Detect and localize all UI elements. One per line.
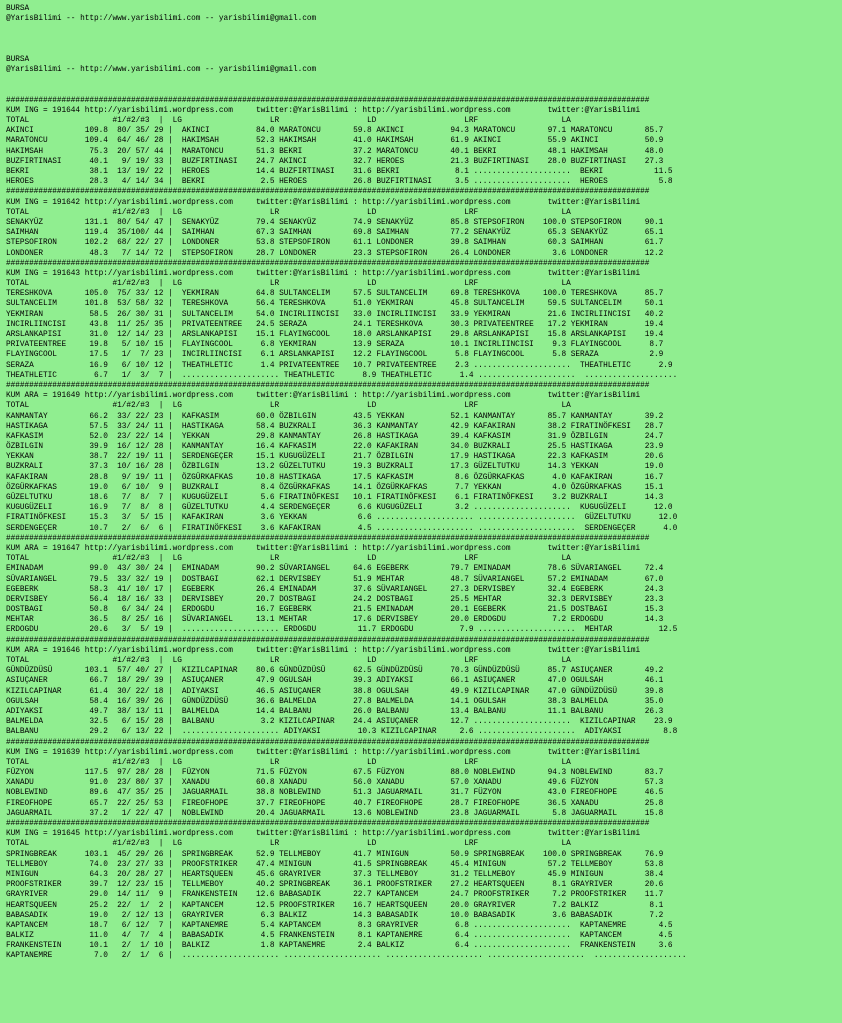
race-row: AKINCI 109.8 80/ 35/ 29 | AKINCI 84.0 MARATONCU 59.8 AKINCI 94.3 MARATONCU 97.1 MARATONCU 85.7 <box>6 127 664 136</box>
race-row: HEROES 28.3 4/ 14/ 34 | BEKRI 2.5 HEROES 26.8 BUZFIRTINASI 3.5 ..................... HEROES 5.8 <box>6 178 673 187</box>
column-header: TOTAL #1/#2/#3 | LG LR LD LRF LA <box>6 555 571 564</box>
race-row: FIREOFHOPE 65.7 22/ 25/ 53 | FIREOFHOPE 37.7 FIREOFHOPE 40.7 FIREOFHOPE 28.7 FIREOFHOPE 36.5 XANADU 25.8 <box>6 799 664 808</box>
blank-line <box>6 86 842 96</box>
blank-line <box>6 45 842 55</box>
race-row: SPRINGBREAK 103.1 45/ 29/ 26 | SPRINGBREAK 52.9 TELLMEBOY 41.7 MINIGUN 50.9 SPRINGBREAK 100.0 SPRINGBREAK 76.9 <box>6 850 664 859</box>
header-city: BURSA <box>6 5 30 13</box>
race-row: FLAYINGCOOL 17.5 1/ 7/ 23 | INCIRLIINCISI 6.1 ARSLANKAPISI 12.2 FLAYINGCOOL 5.8 FLAYINGCOOL 5.8 SERAZA 2.9 <box>6 351 664 360</box>
race-row: ÖZGÜRKAFKAS 19.0 6/ 10/ 9 | BUZKRALI 8.4 ÖZGÜRKAFKAS 14.1 ÖZGÜRKAFKAS 7.7 YEKKAN 4.0 ÖZGÜRKAFKAS 15.1 <box>6 483 664 492</box>
race-header: KUM ING = 191643 http://yarisbilimi.wordpress.com twitter:@YarisBilimi : http://yarisbilimi.wordpress.com twitter:@YarisBilimi <box>6 269 641 278</box>
separator-line: ########################################################################################################################################### <box>6 259 650 268</box>
race-row: EGEBERK 58.3 41/ 10/ 17 | EGEBERK 26.4 EMINADAM 37.6 SÜVARIANGEL 27.3 DERVISBEY 32.4 EGEBERK 24.3 <box>6 585 664 594</box>
race-row: SERDENGEÇER 10.7 2/ 6/ 6 | FIRATINÖFKESI 3.6 KAFAKIRAN 4.5 ..................... ..................... SERDENGEÇER 4.0 <box>6 524 678 533</box>
race-row: SERAZA 16.9 6/ 10/ 12 | THEATHLETIC 1.4 PRIVATEENTREE 10.7 PRIVATEENTREE 2.3 ..................... THEATHLETIC 2.9 <box>6 361 673 370</box>
race-row: MARATONCU 109.4 64/ 46/ 28 | HAKIMSAH 52.3 HAKIMSAH 41.0 HAKIMSAH 61.9 AKINCI 55.9 AKINCI 50.9 <box>6 137 664 146</box>
race-row: STEPSOFIRON 102.2 68/ 22/ 27 | LONDONER 53.8 STEPSOFIRON 61.1 LONDONER 39.8 SAIMHAN 60.3 SAIMHAN 61.7 <box>6 239 664 248</box>
race-header: KUM ING = 191644 http://yarisbilimi.wordpress.com twitter:@YarisBilimi : http://yarisbilimi.wordpress.com twitter:@YarisBilimi <box>6 106 641 115</box>
race-row: EMINADAM 99.0 43/ 30/ 24 | EMINADAM 90.2 SÜVARIANGEL 64.6 EGEBERK 79.7 EMINADAM 78.6 SÜVARIANGEL 72.4 <box>6 565 664 574</box>
race-row: BABASADIK 19.0 2/ 12/ 13 | GRAYRIVER 6.3 BALKIZ 14.3 BABASADIK 10.0 BABASADIK 3.6 BABASADIK 7.2 <box>6 911 664 920</box>
separator-line: ########################################################################################################################################### <box>6 534 650 543</box>
race-row: YEKMIRAN 58.5 26/ 30/ 31 | SULTANCELIM 54.0 INCIRLIINCISI 33.0 INCIRLIINCISI 33.9 YEKMIRAN 21.6 INCIRLIINCISI 40.2 <box>6 310 664 319</box>
race-row: THEATHLETIC 6.7 1/ 3/ 7 | ..................... THEATHLETIC 8.9 THEATHLETIC 1.4 ..................... .................... <box>6 371 678 380</box>
header-city-repeat: BURSA <box>6 55 30 64</box>
column-header: TOTAL #1/#2/#3 | LG LR LD LRF LA <box>6 402 571 411</box>
column-header: TOTAL #1/#2/#3 | LG LR LD LRF LA <box>6 840 571 849</box>
race-header: KUM ARA = 191646 http://yarisbilimi.wordpress.com twitter:@YarisBilimi : http://yarisbilimi.wordpress.com twitter:@YarisBilimi <box>6 646 641 655</box>
column-header: TOTAL #1/#2/#3 | LG LR LD LRF LA <box>6 758 571 767</box>
race-row: SENAKYÜZ 131.1 80/ 54/ 47 | SENAKYÜZ 79.4 SENAKYÜZ 74.9 SENAKYÜZ 85.8 STEPSOFIRON 100.0 STEPSOFIRON 90.1 <box>6 218 664 227</box>
race-row: KAPTANCEM 18.7 6/ 12/ 7 | KAPTANEMRE 5.4 KAPTANCEM 8.3 GRAYRIVER 6.8 ..................... KAPTANEMRE 4.5 <box>6 921 673 930</box>
race-row: BUZFIRTINASI 40.1 9/ 19/ 33 | BUZFIRTINASI 24.7 AKINCI 32.7 HEROES 21.3 BUZFIRTINASI 28.0 BUZFIRTINASI 27.3 <box>6 157 664 166</box>
race-header: KUM ING = 191645 http://yarisbilimi.wordpress.com twitter:@YarisBilimi : http://yarisbilimi.wordpress.com twitter:@YarisBilimi <box>6 830 641 839</box>
race-row: GÜNDÜZDÜSÜ 103.1 57/ 40/ 27 | KIZILCAPINAR 80.6 GÜNDÜZDÜSÜ 62.5 GÜNDÜZDÜSÜ 70.3 GÜNDÜZDÜSÜ 85.7 ASIUÇANER 49.2 <box>6 667 664 676</box>
race-row: ÖZBILGIN 39.9 16/ 12/ 28 | KANMANTAY 16.4 KAFKASIM 22.0 KAFAKIRAN 34.0 BUZKRALI 25.5 HASTIKAGA 23.9 <box>6 443 664 452</box>
race-row: ARSLANKAPISI 31.0 12/ 14/ 23 | ARSLANKAPISI 15.1 FLAYINGCOOL 18.0 ARSLANKAPISI 29.8 ARSLANKAPISI 15.8 ARSLANKAPISI 19.4 <box>6 331 664 339</box>
race-row: FRANKENSTEIN 10.1 2/ 1/ 10 | BALKIZ 1.8 KAPTANEMRE 2.4 BALKIZ 6.4 ..................... FRANKENSTEIN 3.6 <box>6 942 673 951</box>
blank-line <box>6 35 842 45</box>
column-header: TOTAL #1/#2/#3 | LG LR LD LRF LA <box>6 208 571 217</box>
column-header: TOTAL #1/#2/#3 | LG LR LD LRF LA <box>6 280 571 289</box>
race-row: DERVISBEY 56.4 18/ 16/ 33 | DERVISBEY 20.7 DOSTBAGI 24.2 DOSTBAGI 25.5 MEHTAR 32.3 DERVISBEY 23.3 <box>6 595 664 604</box>
race-header: KUM ING = 191639 http://yarisbilimi.wordpress.com twitter:@YarisBilimi : http://yarisbilimi.wordpress.com twitter:@YarisBilimi <box>6 748 641 757</box>
race-row: KAFAKIRAN 28.8 9/ 19/ 11 | ÖZGÜRKAFKAS 10.8 HASTIKAGA 17.5 KAFKASIM 8.6 ÖZGÜRKAFKAS 4.0 KAFAKIRAN 16.7 <box>6 473 664 482</box>
race-row: FIRATINÖFKESI 15.3 3/ 5/ 15 | KAFAKIRAN 3.6 YEKKAN 6.6 ..................... ..................... GÜZELTUTKU 12.0 <box>6 514 678 523</box>
separator-line: ########################################################################################################################################### <box>6 820 650 828</box>
header-contact-repeat: @YarisBilimi -- http://www.yarisbilimi.com -- yarisbilimi@gmail.com <box>6 66 317 75</box>
race-row: TERESHKOVA 105.0 75/ 33/ 12 | YEKMIRAN 64.8 SULTANCELIM 57.5 SULTANCELIM 69.8 TERESHKOVA 100.0 TERESHKOVA 85.7 <box>6 290 664 299</box>
race-row: KANMANTAY 66.2 33/ 22/ 23 | KAFKASIM 60.0 ÖZBILGIN 43.5 YEKKAN 52.1 KANMANTAY 85.7 KANMANTAY 39.2 <box>6 412 664 421</box>
separator-line: ########################################################################################################################################### <box>6 96 650 105</box>
race-row: FÜZYON 117.5 97/ 28/ 28 | FÜZYON 71.5 FÜZYON 67.5 FÜZYON 88.0 NOBLEWIND 94.3 NOBLEWIND 83.7 <box>6 769 664 778</box>
race-row: KAPTANEMRE 7.0 2/ 1/ 6 | ..................... ..................... ..................... ..................... .................... <box>6 952 687 961</box>
race-row: NOBLEWIND 89.6 47/ 35/ 25 | JAGUARMAIL 38.8 NOBLEWIND 51.3 JAGUARMAIL 31.7 FÜZYON 43.0 FIREOFHOPE 46.5 <box>6 789 664 798</box>
header-contact: @YarisBilimi -- http://www.yarisbilimi.com -- yarisbilimi@gmail.com <box>6 15 317 24</box>
race-row: BALKIZ 11.0 4/ 7/ 4 | BABASADIK 4.5 FRANKENSTEIN 8.1 KAPTANEMRE 6.4 ..................... KAPTANCEM 4.5 <box>6 932 673 941</box>
blank-line <box>6 75 842 85</box>
race-row: ASIUÇANER 66.7 18/ 29/ 39 | ASIUÇANER 47.9 OGULSAH 39.3 ADIYAKSI 66.1 ASIUÇANER 47.0 OGULSAH 46.1 <box>6 677 664 686</box>
race-row: HEARTSQUEEN 25.2 22/ 1/ 2 | KAPTANCEM 12.5 PROOFSTRIKER 16.7 HEARTSQUEEN 20.0 GRAYRIVER 7.2 BALKIZ 8.1 <box>6 901 664 910</box>
race-row: HAKIMSAH 75.3 20/ 57/ 44 | MARATONCU 51.3 BEKRI 37.2 MARATONCU 40.1 BEKRI 48.1 HAKIMSAH 48.0 <box>6 147 664 156</box>
race-row: SAIMHAN 119.4 35/100/ 44 | SAIMHAN 67.3 SAIMHAN 69.8 SAIMHAN 77.2 SENAKYÜZ 65.3 SENAKYÜZ 65.1 <box>6 229 664 238</box>
race-row: PROOFSTRIKER 39.7 12/ 23/ 15 | TELLMEBOY 40.2 SPRINGBREAK 36.1 PROOFSTRIKER 27.2 HEARTSQUEEN 8.1 GRAYRIVER 20.6 <box>6 881 664 890</box>
race-row: ADIYAKSI 49.7 38/ 13/ 11 | BALMELDA 14.4 BALBANU 26.0 BALBANU 13.4 BALBANU 11.1 BALBANU 26.3 <box>6 707 664 716</box>
race-row: XANADU 91.0 23/ 80/ 37 | XANADU 60.8 XANADU 56.0 XANADU 57.0 XANADU 49.6 FÜZYON 57.3 <box>6 779 664 788</box>
race-row: HASTIKAGA 57.5 33/ 24/ 11 | HASTIKAGA 58.4 BUZKRALI 36.3 KANMANTAY 42.9 KAFAKIRAN 38.2 FIRATINÖFKESI 28.7 <box>6 422 664 431</box>
race-row: KUGUGÜZELI 16.9 7/ 8/ 8 | GÜZELTUTKU 4.4 SERDENGEÇER 6.6 KUGUGÜZELI 3.2 ..................... KUGUGÜZELI 12.0 <box>6 504 673 513</box>
race-row: BALMELDA 32.5 6/ 15/ 28 | BALBANU 3.2 KIZILCAPINAR 24.4 ASIUÇANER 12.7 ..................... KIZILCAPINAR 23.9 <box>6 718 673 727</box>
race-row: MEHTAR 36.5 8/ 25/ 16 | SÜVARIANGEL 13.1 MEHTAR 17.6 DERVISBEY 20.0 ERDOGDU 7.2 ERDOGDU 14.3 <box>6 616 664 625</box>
race-list <box>6 96 842 962</box>
separator-line: ########################################################################################################################################### <box>6 381 650 390</box>
separator-line: ########################################################################################################################################### <box>6 188 650 197</box>
race-row: TELLMEBOY 74.0 23/ 27/ 33 | PROOFSTRIKER 47.4 MINIGUN 41.5 SPRINGBREAK 45.4 MINIGUN 57.2 TELLMEBOY 53.8 <box>6 860 664 869</box>
column-header: TOTAL #1/#2/#3 | LG LR LD LRF LA <box>6 657 571 665</box>
race-row: SULTANCELIM 101.8 53/ 58/ 32 | TERESHKOVA 56.4 TERESHKOVA 51.0 YEKMIRAN 45.8 SULTANCELIM 59.5 SULTANCELIM 50.1 <box>6 300 664 309</box>
separator-line: ########################################################################################################################################### <box>6 636 650 645</box>
race-row: ERDOGDU 20.6 3/ 5/ 19 | ..................... ERDOGDU 11.7 ERDOGDU 7.9 ..................... MEHTAR 12.5 <box>6 626 678 635</box>
race-row: LONDONER 48.3 7/ 14/ 72 | STEPSOFIRON 28.7 LONDONER 23.3 STEPSOFIRON 26.4 LONDONER 3.6 LONDONER 12.2 <box>6 249 664 258</box>
race-row: MINIGUN 64.3 20/ 28/ 27 | HEARTSQUEEN 45.6 GRAYRIVER 37.3 TELLMEBOY 31.2 TELLMEBOY 45.9 MINIGUN 38.4 <box>6 870 664 879</box>
blank-line <box>6 24 842 34</box>
race-row: GRAYRIVER 29.0 14/ 11/ 9 | FRANKENSTEIN 12.6 BABASADIK 22.7 KAPTANCEM 24.7 PROOFSTRIKER 7.2 PROOFSTRIKER 11.7 <box>6 891 664 900</box>
race-row: BUZKRALI 37.3 10/ 16/ 28 | ÖZBILGIN 13.2 GÜZELTUTKU 19.3 BUZKRALI 17.3 GÜZELTUTKU 14.3 YEKKAN 19.0 <box>6 463 664 472</box>
race-row: KAFKASIM 52.0 23/ 22/ 14 | YEKKAN 29.8 KANMANTAY 26.8 HASTIKAGA 39.4 KAFKASIM 31.9 ÖZBILGIN 24.7 <box>6 432 664 441</box>
race-row: JAGUARMAIL 37.2 1/ 22/ 47 | NOBLEWIND 20.4 JAGUARMAIL 13.6 NOBLEWIND 23.8 JAGUARMAIL 5.8 JAGUARMAIL 15.8 <box>6 809 664 818</box>
race-row: SÜVARIANGEL 79.5 33/ 32/ 19 | DOSTBAGI 62.1 DERVISBEY 51.9 MEHTAR 48.7 SÜVARIANGEL 57.2 EMINADAM 67.0 <box>6 575 664 584</box>
race-row: INCIRLIINCISI 43.8 11/ 25/ 35 | PRIVATEENTREE 24.5 SERAZA 24.1 TERESHKOVA 30.3 PRIVATEENTREE 17.2 YEKMIRAN 19.4 <box>6 320 664 329</box>
race-header: KUM ING = 191642 http://yarisbilimi.wordpress.com twitter:@YarisBilimi : http://yarisbilimi.wordpress.com twitter:@YarisBilimi <box>6 198 641 207</box>
race-row: YEKKAN 38.7 22/ 19/ 11 | SERDENGEÇER 15.1 KUGUGÜZELI 21.7 ÖZBILGIN 17.9 HASTIKAGA 22.3 KAFKASIM 20.6 <box>6 453 664 462</box>
separator-line: ########################################################################################################################################### <box>6 738 650 747</box>
race-row: OGULSAH 58.4 16/ 39/ 26 | GÜNDÜZDÜSÜ 36.6 BALMELDA 27.8 BALMELDA 14.1 OGULSAH 38.3 BALMELDA 35.0 <box>6 697 664 706</box>
race-row: DOSTBAGI 50.8 6/ 34/ 24 | ERDOGDU 16.7 EGEBERK 21.5 EMINADAM 20.1 EGEBERK 21.5 DOSTBAGI 15.3 <box>6 606 664 615</box>
race-header: KUM ARA = 191647 http://yarisbilimi.wordpress.com twitter:@YarisBilimi : http://yarisbilimi.wordpress.com twitter:@YarisBilimi <box>6 544 641 553</box>
race-row: KIZILCAPINAR 61.4 30/ 22/ 18 | ADIYAKSI 46.5 ASIUÇANER 38.8 OGULSAH 49.9 KIZILCAPINAR 47.0 GÜNDÜZDÜSÜ 39.8 <box>6 687 664 696</box>
column-header: TOTAL #1/#2/#3 | LG LR LD LRF LA <box>6 117 571 126</box>
race-row: BALBANU 29.2 6/ 13/ 22 | ..................... ADIYAKSI 10.3 KIZILCAPINAR 2.6 ..................... ADIYAKSI 8.8 <box>6 728 678 737</box>
race-row: BEKRI 38.1 13/ 19/ 22 | HEROES 14.4 BUZFIRTINASI 31.6 BEKRI 8.1 ..................... BEKRI 11.5 <box>6 168 673 176</box>
race-row: PRIVATEENTREE 19.8 5/ 10/ 15 | FLAYINGCOOL 6.8 YEKMIRAN 13.9 SERAZA 10.1 INCIRLIINCISI 9.3 FLAYINGCOOL 8.7 <box>6 341 664 350</box>
race-header: KUM ARA = 191649 http://yarisbilimi.wordpress.com twitter:@YarisBilimi : http://yarisbilimi.wordpress.com twitter:@YarisBilimi <box>6 392 641 401</box>
race-row: GÜZELTUTKU 18.6 7/ 8/ 7 | KUGUGÜZELI 5.6 FIRATINÖFKESI 10.1 FIRATINÖFKESI 6.1 FIRATINÖFKESI 3.2 BUZKRALI 14.3 <box>6 494 664 502</box>
